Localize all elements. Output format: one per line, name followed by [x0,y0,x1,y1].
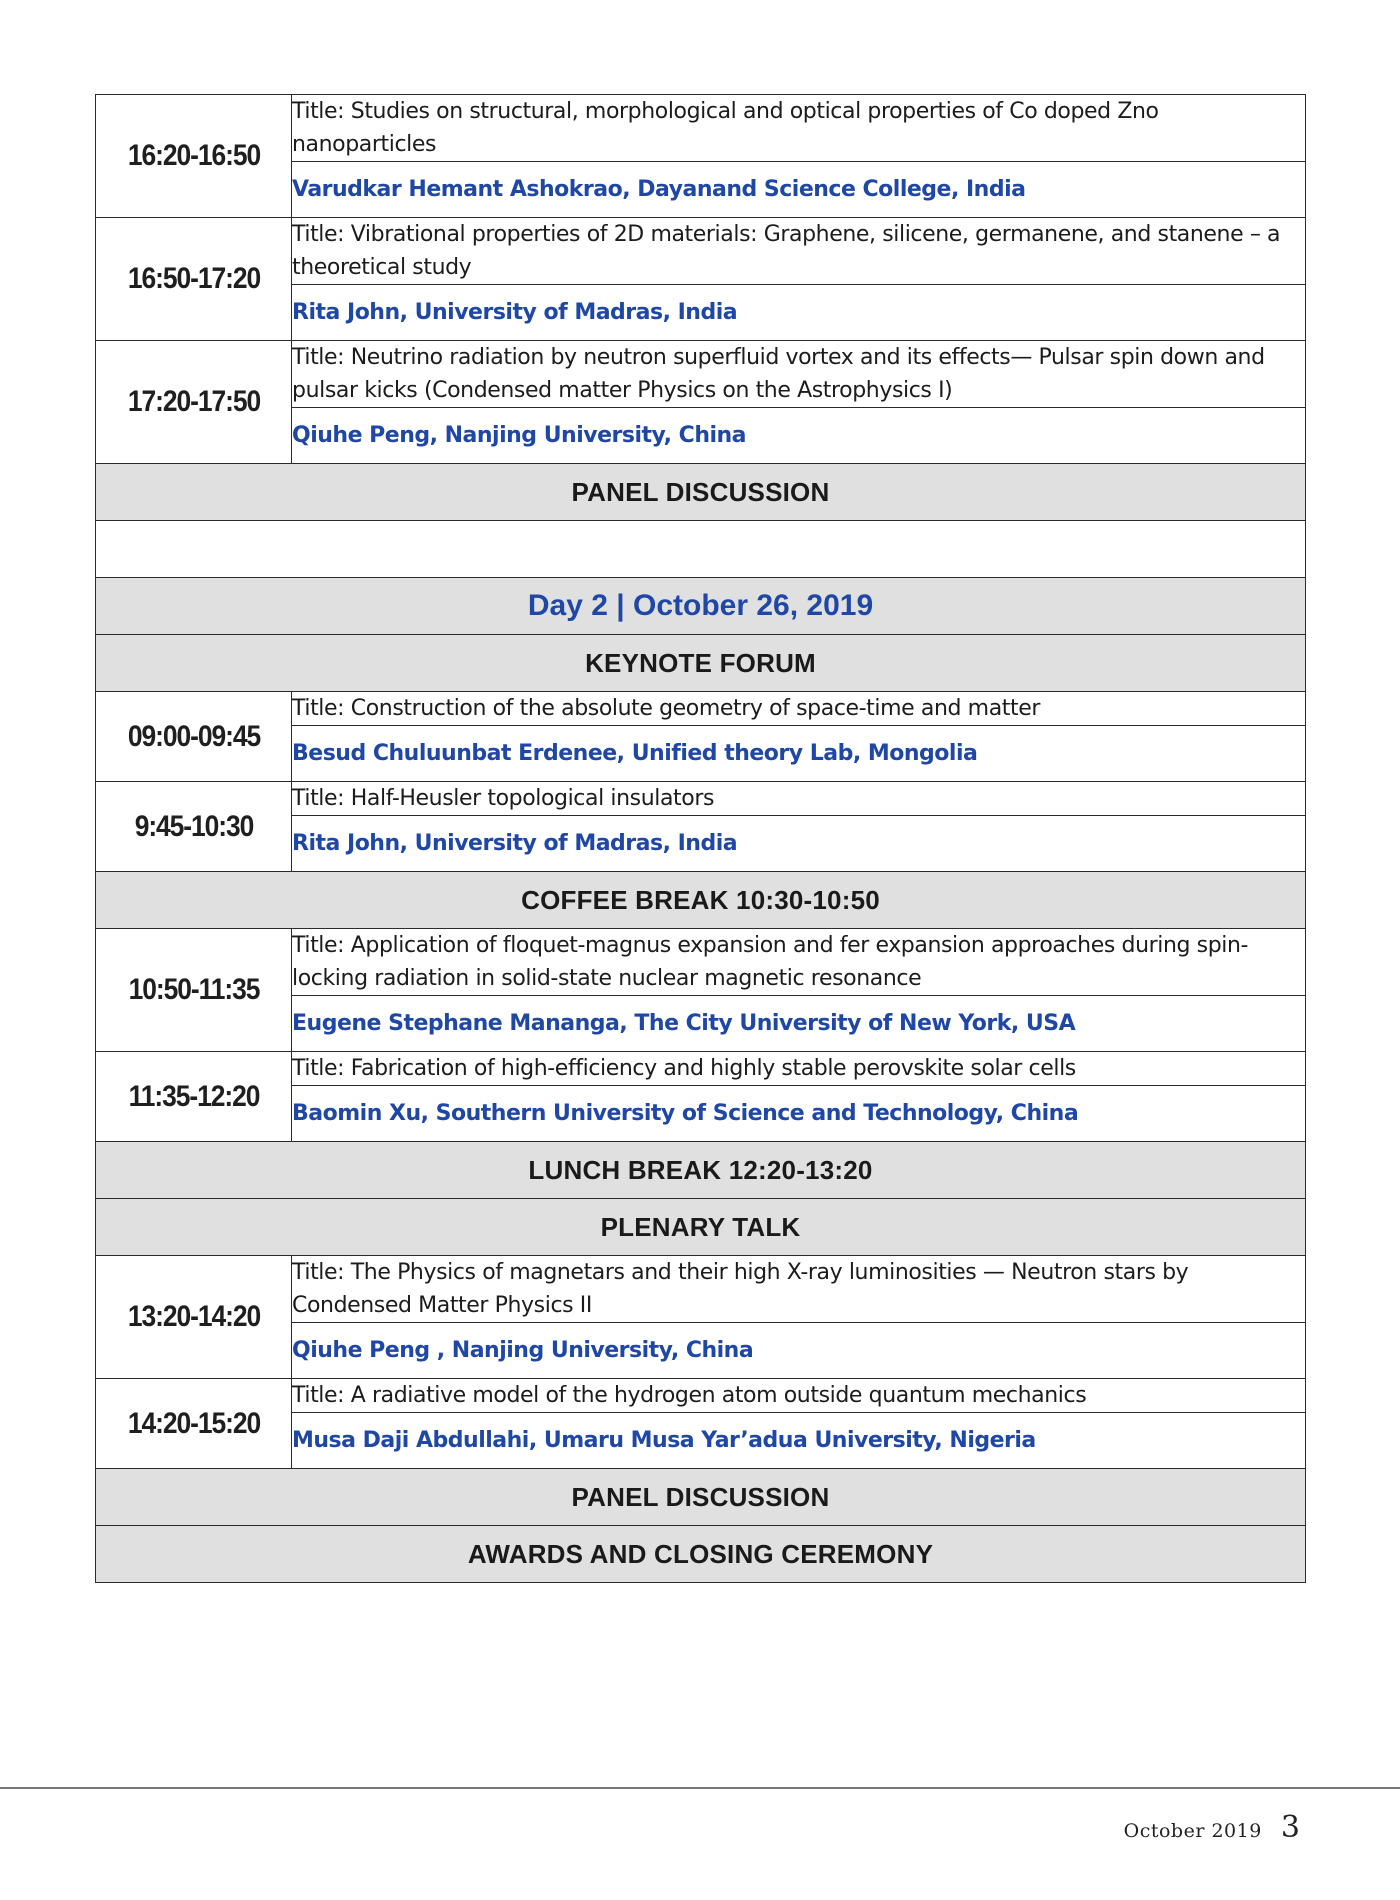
section-band-row [96,1142,1306,1199]
session-time: 16:20-16:50 [107,95,279,218]
session-time: 13:20-14:20 [107,1256,279,1379]
session-title: Title: The Physics of magnetars and their high X-ray luminosities — Neutron stars by Condensed Matter Physics II [292,1256,1306,1323]
session-title-row [96,95,1306,162]
section-heading: AWARDS AND CLOSING CEREMONY [96,1526,1306,1583]
session-speaker: Rita John, University of Madras, India [292,816,1306,872]
session-speaker: Besud Chuluunbat Erdenee, Unified theory Lab, Mongolia [292,726,1306,782]
session-title: Title: Construction of the absolute geometry of space-time and matter [292,692,1306,726]
section-band-row [96,635,1306,692]
session-time: 17:20-17:50 [107,341,279,464]
session-time: 11:35-12:20 [107,1052,279,1142]
session-title-row [96,341,1306,408]
page-number: 3 [1280,1810,1300,1845]
session-time: 9:45-10:30 [107,782,279,872]
session-title-row [96,1379,1306,1413]
section-band-row [96,1469,1306,1526]
session-time: 16:50-17:20 [107,218,279,341]
day-heading: Day 2 | October 26, 2019 [96,578,1306,635]
session-title: Title: Neutrino radiation by neutron superfluid vortex and its effects— Pulsar spin down and pulsar kicks (Condensed matter Physics on the Astrophysics I) [292,341,1306,408]
session-title: Title: Application of floquet-magnus expansion and fer expansion approaches during spin-locking radiation in solid-state nuclear magnetic resonance [292,929,1306,996]
section-heading: KEYNOTE FORUM [96,635,1306,692]
session-time: 09:00-09:45 [107,692,279,782]
section-heading: PANEL DISCUSSION [96,1469,1306,1526]
program-schedule-table [95,94,1306,1583]
session-title-row [96,1256,1306,1323]
session-title: Title: Vibrational properties of 2D materials: Graphene, silicene, germanene, and stanene – a theoretical study [292,218,1306,285]
day-band-row [96,578,1306,635]
schedule-body [96,95,1306,1583]
session-title-row [96,929,1306,996]
footer-rule [0,1787,1400,1789]
session-title: Title: Fabrication of high-efficiency and highly stable perovskite solar cells [292,1052,1306,1086]
blank-spacer-row [96,521,1306,578]
section-heading: PANEL DISCUSSION [96,464,1306,521]
section-band-row [96,1199,1306,1256]
section-heading: PLENARY TALK [96,1199,1306,1256]
session-speaker: Musa Daji Abdullahi, Umaru Musa Yar’adua University, Nigeria [292,1413,1306,1469]
session-speaker: Varudkar Hemant Ashokrao, Dayanand Science College, India [292,162,1306,218]
session-time: 10:50-11:35 [107,929,279,1052]
session-time: 14:20-15:20 [107,1379,279,1469]
session-speaker: Qiuhe Peng , Nanjing University, China [292,1323,1306,1379]
session-title-row [96,218,1306,285]
section-band-row [96,464,1306,521]
session-speaker: Qiuhe Peng, Nanjing University, China [292,408,1306,464]
session-title: Title: Half-Heusler topological insulators [292,782,1306,816]
session-title-row [96,1052,1306,1086]
session-speaker: Rita John, University of Madras, India [292,285,1306,341]
section-heading: COFFEE BREAK 10:30-10:50 [96,872,1306,929]
session-title-row [96,782,1306,816]
blank-cell [96,521,1306,578]
session-speaker: Eugene Stephane Mananga, The City University of New York, USA [292,996,1306,1052]
session-title: Title: Studies on structural, morphological and optical properties of Co doped Zno nanoparticles [292,95,1306,162]
session-speaker: Baomin Xu, Southern University of Science and Technology, China [292,1086,1306,1142]
page-footer [1124,1810,1300,1845]
footer-month: October 2019 [1123,1820,1262,1842]
section-band-row [96,1526,1306,1583]
session-title: Title: A radiative model of the hydrogen atom outside quantum mechanics [292,1379,1306,1413]
section-band-row [96,872,1306,929]
session-title-row [96,692,1306,726]
section-heading: LUNCH BREAK 12:20-13:20 [96,1142,1306,1199]
